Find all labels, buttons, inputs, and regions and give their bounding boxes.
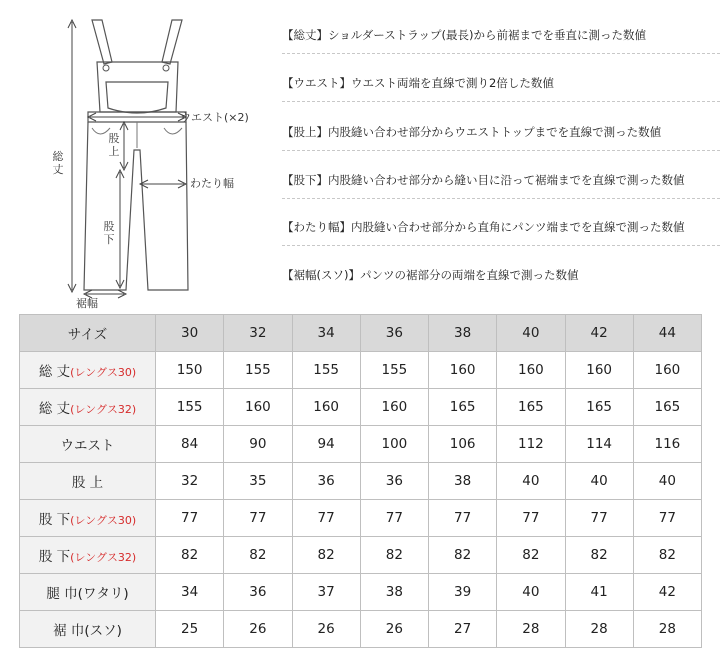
row-label-cell <box>20 500 156 537</box>
size-column-header: 36 <box>360 315 428 352</box>
table-cell: 160 <box>429 352 497 389</box>
table-cell: 35 <box>224 463 292 500</box>
table-cell: 155 <box>360 352 428 389</box>
table-cell: 114 <box>565 426 633 463</box>
table-cell: 165 <box>497 389 565 426</box>
divider <box>282 101 720 102</box>
table-cell: 40 <box>497 463 565 500</box>
table-row <box>20 463 702 500</box>
table-cell: 155 <box>292 352 360 389</box>
table-cell: 82 <box>565 537 633 574</box>
table-cell: 90 <box>224 426 292 463</box>
waist-label: ウエスト(×2) <box>180 111 249 124</box>
table-cell: 150 <box>156 352 224 389</box>
table-cell: 165 <box>429 389 497 426</box>
size-column-header: 44 <box>633 315 701 352</box>
table-cell: 32 <box>156 463 224 500</box>
table-cell: 77 <box>565 500 633 537</box>
size-column-header: 40 <box>497 315 565 352</box>
table-cell: 84 <box>156 426 224 463</box>
total-length-label: 総丈 <box>52 150 64 176</box>
table-cell: 160 <box>633 352 701 389</box>
row-length-note: (レングス30) <box>70 366 137 379</box>
table-cell: 26 <box>224 611 292 648</box>
hem-label: 裾幅 <box>76 297 98 310</box>
table-cell: 77 <box>633 500 701 537</box>
table-cell: 82 <box>292 537 360 574</box>
table-cell: 36 <box>292 463 360 500</box>
row-label: ウエスト <box>60 438 115 454</box>
divider <box>282 53 720 54</box>
table-cell: 37 <box>292 574 360 611</box>
table-cell: 160 <box>565 352 633 389</box>
table-cell: 77 <box>360 500 428 537</box>
table-cell: 160 <box>360 389 428 426</box>
row-length-note: (レングス32) <box>70 551 137 564</box>
table-header-row <box>20 315 702 352</box>
row-length-note: (レングス32) <box>70 403 137 416</box>
table-cell: 160 <box>292 389 360 426</box>
row-label: 総 丈 <box>38 364 71 380</box>
divider <box>282 198 720 199</box>
table-cell: 165 <box>565 389 633 426</box>
divider <box>282 245 720 246</box>
divider <box>282 150 720 151</box>
table-cell: 42 <box>633 574 701 611</box>
table-cell: 34 <box>156 574 224 611</box>
size-column-header: 38 <box>429 315 497 352</box>
row-label-cell <box>20 389 156 426</box>
thigh-label: わたり幅 <box>190 177 234 190</box>
table-cell: 36 <box>224 574 292 611</box>
table-cell: 26 <box>360 611 428 648</box>
size-table-body <box>20 352 702 648</box>
table-row <box>20 537 702 574</box>
row-label-cell <box>20 611 156 648</box>
row-label-cell <box>20 463 156 500</box>
definition-inseam: 【股下】内股縫い合わせ部分から縫い目に沿って裾端までを直線で測った数値 <box>282 173 685 187</box>
table-cell: 82 <box>429 537 497 574</box>
table-cell: 82 <box>633 537 701 574</box>
table-cell: 82 <box>156 537 224 574</box>
table-cell: 160 <box>497 352 565 389</box>
size-column-header: 34 <box>292 315 360 352</box>
table-row <box>20 426 702 463</box>
table-cell: 100 <box>360 426 428 463</box>
size-table <box>19 314 702 648</box>
table-cell: 77 <box>497 500 565 537</box>
table-cell: 155 <box>224 352 292 389</box>
overalls-illustration <box>0 0 290 310</box>
table-cell: 155 <box>156 389 224 426</box>
definition-total-length: 【総丈】ショルダーストラップ(最長)から前裾までを垂直に測った数値 <box>282 28 646 42</box>
table-cell: 38 <box>429 463 497 500</box>
rise-label: 股上 <box>108 132 120 158</box>
table-cell: 36 <box>360 463 428 500</box>
row-length-note: (レングス30) <box>70 514 137 527</box>
table-cell: 40 <box>565 463 633 500</box>
table-cell: 82 <box>224 537 292 574</box>
table-row <box>20 389 702 426</box>
table-cell: 40 <box>633 463 701 500</box>
size-header: サイズ <box>20 315 156 352</box>
row-label: 腿 巾(ワタリ) <box>46 586 129 602</box>
row-label-cell <box>20 352 156 389</box>
table-cell: 77 <box>292 500 360 537</box>
size-column-header: 42 <box>565 315 633 352</box>
row-label-cell <box>20 426 156 463</box>
table-cell: 82 <box>360 537 428 574</box>
table-cell: 112 <box>497 426 565 463</box>
table-cell: 28 <box>565 611 633 648</box>
table-cell: 26 <box>292 611 360 648</box>
table-cell: 40 <box>497 574 565 611</box>
table-cell: 28 <box>497 611 565 648</box>
row-label: 総 丈 <box>38 401 71 417</box>
overalls-diagram <box>0 0 290 310</box>
row-label: 股 下 <box>38 512 71 528</box>
row-label: 股 上 <box>71 475 104 491</box>
table-row <box>20 574 702 611</box>
table-row <box>20 500 702 537</box>
definition-waist: 【ウエスト】ウエスト両端を直線で測り2倍した数値 <box>282 76 554 90</box>
definition-hem: 【裾幅(スソ)】パンツの裾部分の両端を直線で測った数値 <box>282 268 579 282</box>
table-cell: 28 <box>633 611 701 648</box>
table-cell: 41 <box>565 574 633 611</box>
table-cell: 106 <box>429 426 497 463</box>
size-column-header: 32 <box>224 315 292 352</box>
table-row <box>20 611 702 648</box>
table-cell: 38 <box>360 574 428 611</box>
table-cell: 82 <box>497 537 565 574</box>
table-cell: 94 <box>292 426 360 463</box>
size-column-header: 30 <box>156 315 224 352</box>
table-cell: 77 <box>429 500 497 537</box>
table-cell: 39 <box>429 574 497 611</box>
inseam-label: 股下 <box>103 220 115 246</box>
table-cell: 160 <box>224 389 292 426</box>
row-label: 裾 巾(スソ) <box>53 623 122 639</box>
table-row <box>20 352 702 389</box>
table-cell: 77 <box>156 500 224 537</box>
table-cell: 116 <box>633 426 701 463</box>
definition-thigh: 【わたり幅】内股縫い合わせ部分から直角にパンツ端までを直線で測った数値 <box>282 220 685 234</box>
row-label: 股 下 <box>38 549 71 565</box>
table-cell: 165 <box>633 389 701 426</box>
definition-rise: 【股上】内股縫い合わせ部分からウエストトップまでを直線で測った数値 <box>282 125 662 139</box>
table-cell: 77 <box>224 500 292 537</box>
table-cell: 25 <box>156 611 224 648</box>
row-label-cell <box>20 574 156 611</box>
table-cell: 27 <box>429 611 497 648</box>
row-label-cell <box>20 537 156 574</box>
